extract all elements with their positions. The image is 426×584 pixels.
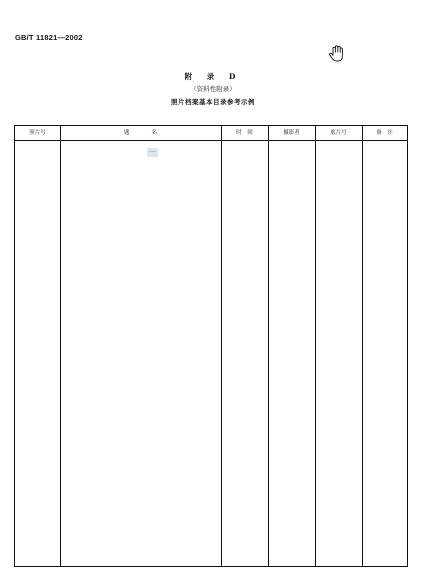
header-photo-number: 照片号	[29, 130, 46, 136]
appendix-title: 附 录 D	[184, 72, 242, 81]
column-divider	[268, 126, 269, 566]
header-photographer: 摄影者	[283, 130, 300, 136]
header-remarks: 备 注	[376, 130, 393, 136]
column-divider	[315, 126, 316, 566]
appendix-type: （资料性附录）	[190, 85, 236, 93]
appendix-description: 照片档案基本目录参考示例	[171, 98, 255, 106]
column-divider	[362, 126, 363, 566]
table-header-row	[15, 126, 407, 141]
column-divider	[221, 126, 222, 566]
header-negative-number: 底片号	[330, 130, 347, 136]
column-divider	[60, 126, 61, 566]
photo-catalog-table	[14, 125, 408, 567]
standard-code: GB/T 11821—2002	[15, 33, 83, 42]
appendix-titles	[0, 70, 426, 109]
hand-cursor-icon	[327, 44, 347, 64]
header-title: 题 名	[123, 130, 157, 136]
header-time: 时 间	[236, 130, 253, 136]
scan-artifact	[147, 148, 158, 157]
